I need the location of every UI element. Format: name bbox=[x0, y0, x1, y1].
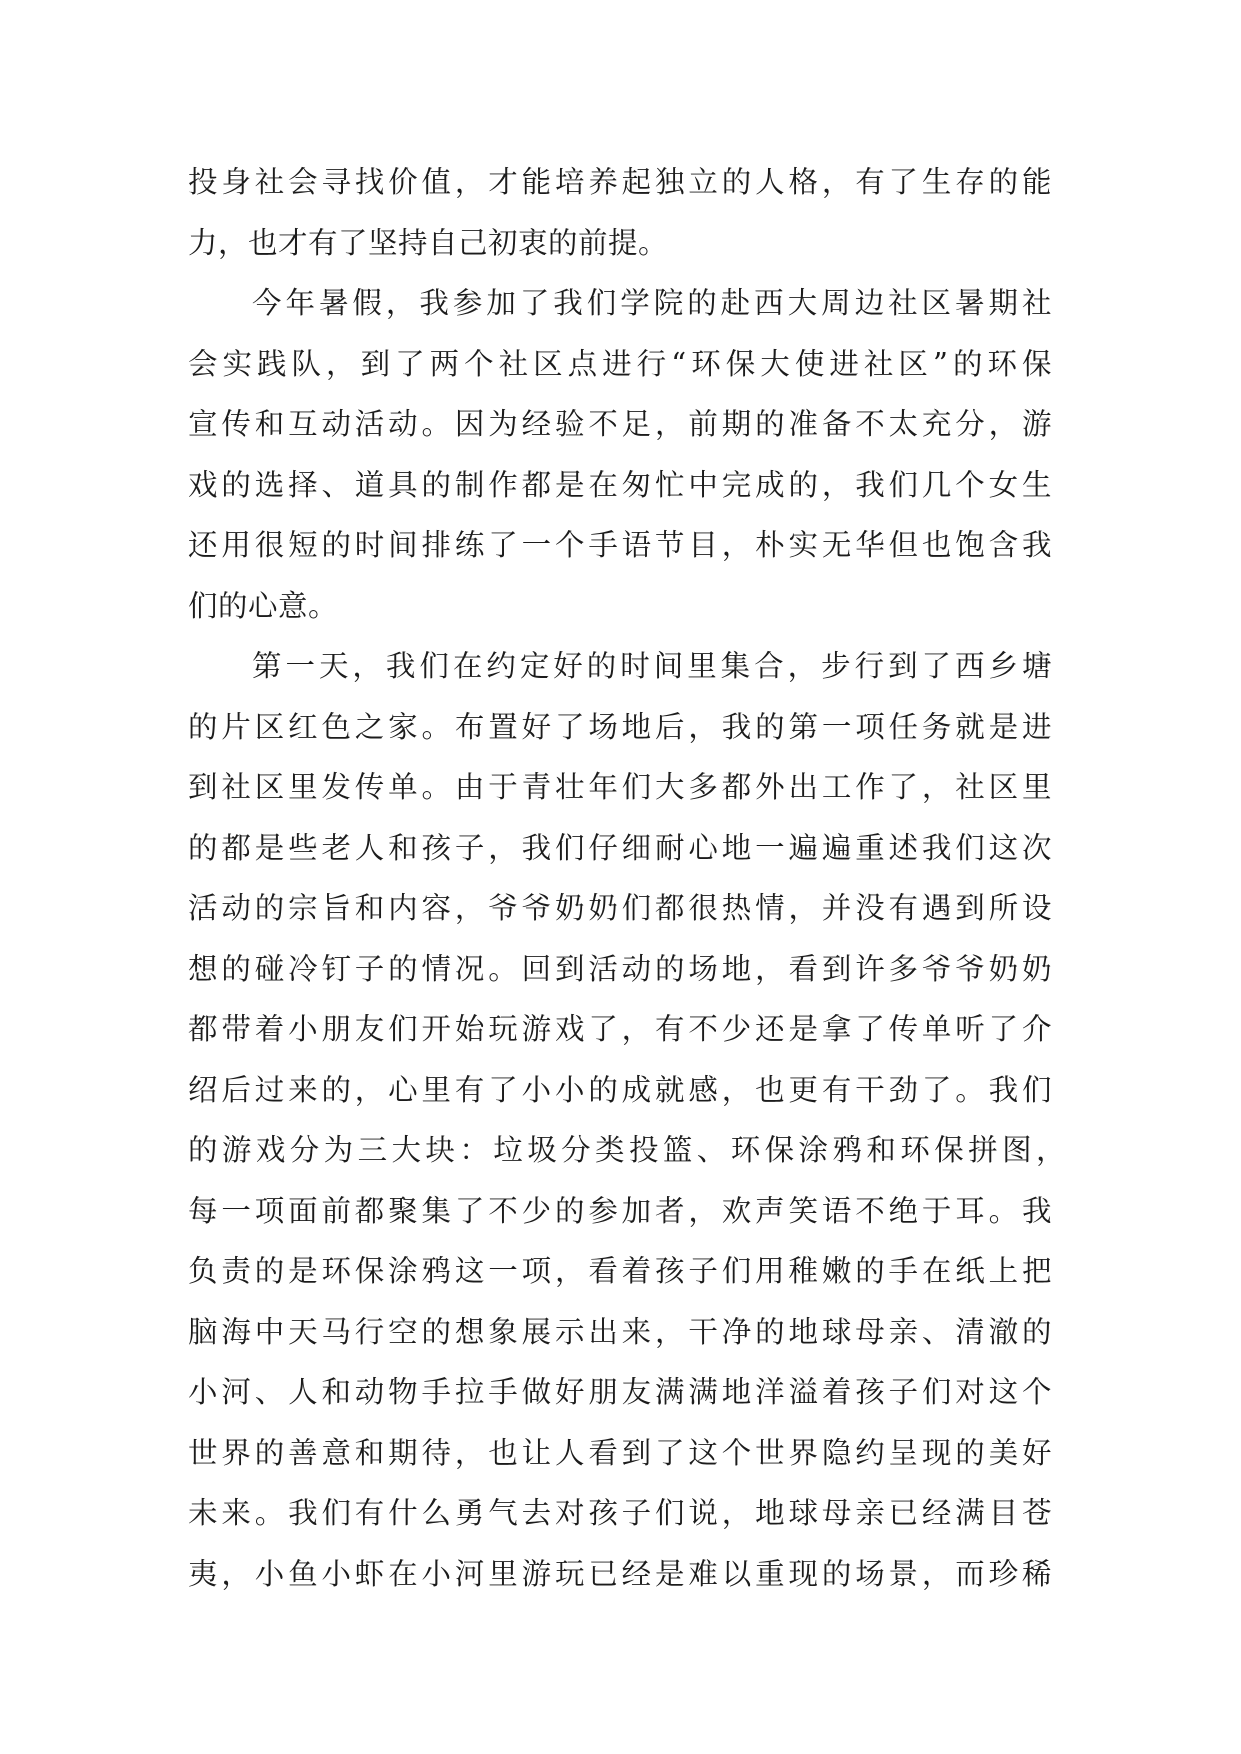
text-line: 会实践队，到了两个社区点进行“环保大使进社区”的环保 bbox=[188, 346, 1052, 381]
text-line: 绍后过来的，心里有了小小的成就感，也更有干劲了。我们 bbox=[188, 1072, 1052, 1107]
text-line: 力，也才有了坚持自己初衷的前提。 bbox=[188, 225, 669, 260]
text-line: 都带着小朋友们开始玩游戏了，有不少还是拿了传单听了介 bbox=[188, 1012, 1052, 1046]
text-line: 负责的是环保涂鸦这一项，看着孩子们用稚嫩的手在纸上把 bbox=[188, 1254, 1052, 1288]
text-line: 活动的宗旨和内容，爷爷奶奶们都很热情，并没有遇到所设 bbox=[188, 891, 1052, 925]
body-text bbox=[188, 152, 1066, 1604]
text-line: 世界的善意和期待，也让人看到了这个世界隐约呈现的美好 bbox=[188, 1435, 1052, 1470]
paragraph-first-line: 第一天，我们在约定好的时间里集合，步行到了西乡塘 bbox=[252, 649, 1052, 683]
text-line: 们的心意。 bbox=[188, 588, 339, 623]
text-line: 到社区里发传单。由于青壮年们大多都外出工作了，社区里 bbox=[188, 770, 1052, 804]
text-line: 的片区红色之家。布置好了场地后，我的第一项任务就是进 bbox=[188, 709, 1052, 744]
text-line: 的都是些老人和孩子，我们仔细耐心地一遍遍重述我们这次 bbox=[188, 830, 1052, 865]
text-line: 未来。我们有什么勇气去对孩子们说，地球母亲已经满目苍 bbox=[188, 1496, 1052, 1530]
text-line: 想的碰冷钉子的情况。回到活动的场地，看到许多爷爷奶奶 bbox=[188, 951, 1052, 986]
text-line: 每一项面前都聚集了不少的参加者，欢声笑语不绝于耳。我 bbox=[188, 1193, 1052, 1228]
text-line: 还用很短的时间排练了一个手语节目，朴实无华但也饱含我 bbox=[188, 528, 1052, 562]
text-line: 小河、人和动物手拉手做好朋友满满地洋溢着孩子们对这个 bbox=[188, 1375, 1052, 1409]
text-line: 脑海中天马行空的想象展示出来，干净的地球母亲、清澈的 bbox=[188, 1314, 1052, 1349]
text-line: 戏的选择、道具的制作都是在匆忙中完成的，我们几个女生 bbox=[188, 467, 1052, 502]
text-line: 的游戏分为三大块：垃圾分类投篮、环保涂鸦和环保拼图， bbox=[188, 1133, 1066, 1167]
text-line: 宣传和互动活动。因为经验不足，前期的准备不太充分，游 bbox=[188, 407, 1052, 441]
text-line: 投身社会寻找价值，才能培养起独立的人格，有了生存的能 bbox=[188, 165, 1052, 199]
text-line: 夷，小鱼小虾在小河里游玩已经是难以重现的场景，而珍稀 bbox=[188, 1556, 1052, 1591]
paragraph-first-line: 今年暑假，我参加了我们学院的赴西大周边社区暑期社 bbox=[252, 286, 1052, 320]
